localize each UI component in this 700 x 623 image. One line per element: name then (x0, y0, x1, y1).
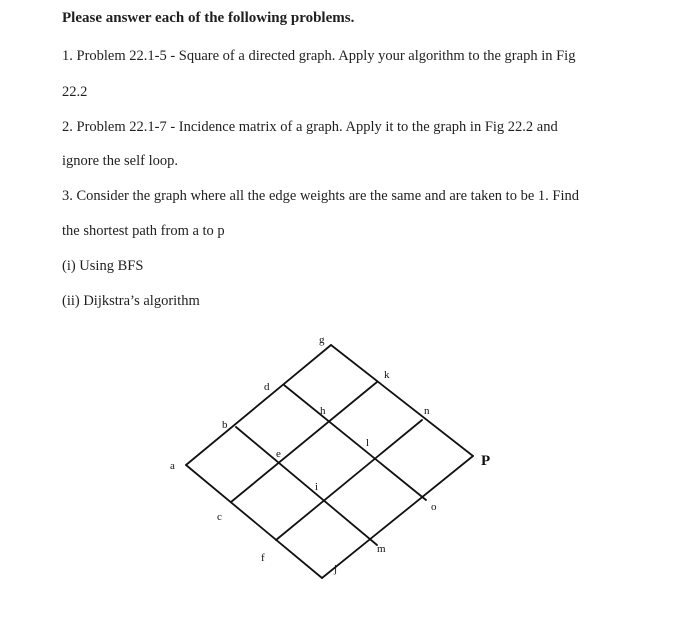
problem-3-part-i: (i) Using BFS (62, 258, 144, 274)
problem-3-line-1: 3. Consider the graph where all the edge weights are the same and are taken to be 1. Find (62, 188, 579, 204)
vertex-label-p: P (481, 453, 491, 469)
vertex-label-k: k (384, 369, 390, 381)
vertex-label-n: n (424, 405, 430, 417)
vertex-label-g: g (319, 334, 325, 346)
vertex-label-o: o (431, 501, 437, 513)
vertex-label-c: c (217, 511, 222, 523)
problem-2-line-2: ignore the self loop. (62, 153, 178, 169)
vertex-label-b: b (222, 419, 228, 431)
vertex-label-i: i (315, 481, 319, 493)
problem-2-line-1: 2. Problem 22.1-7 - Incidence matrix of a graph. Apply it to the graph in Fig 22.2 and (62, 119, 558, 135)
edge-b-m (236, 427, 377, 545)
vertex-label-d: d (264, 381, 270, 393)
problem-1-line-1: 1. Problem 22.1-5 - Square of a directed graph. Apply your algorithm to the graph in Fig (62, 48, 576, 64)
vertex-label-j: j (334, 563, 338, 575)
vertex-label-e: e (276, 448, 281, 460)
vertex-label-a: a (170, 460, 175, 472)
vertex-label-h: h (320, 405, 326, 417)
instructions-heading: Please answer each of the following problems. (62, 10, 355, 26)
problem-3-line-2: the shortest path from a to p (62, 223, 225, 239)
vertex-label-l: l (366, 437, 370, 449)
problem-3-part-ii: (ii) Dijkstra’s algorithm (62, 293, 200, 309)
vertex-label-f: f (261, 552, 265, 564)
vertex-label-m: m (377, 543, 386, 555)
problem-1-line-2: 22.2 (62, 84, 88, 100)
